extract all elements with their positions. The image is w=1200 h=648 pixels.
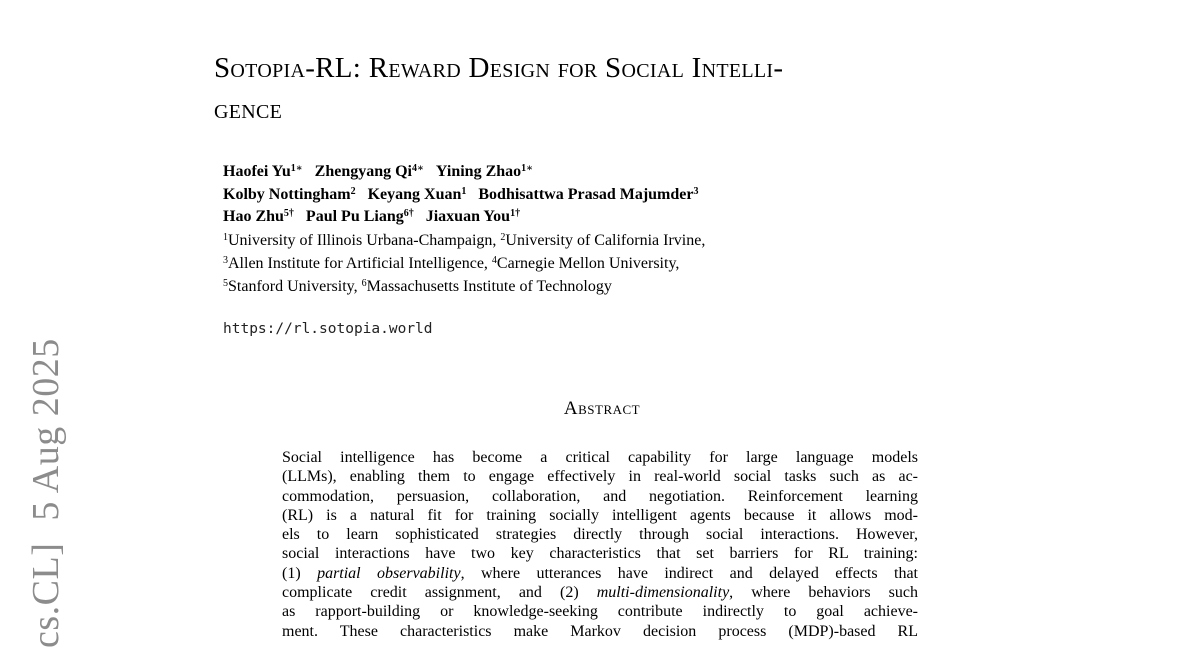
paper-title xyxy=(214,48,1014,130)
affiliation-marker: 2 xyxy=(500,231,506,243)
affiliation-marker: 6 xyxy=(361,277,367,289)
author-line xyxy=(223,161,983,184)
affiliation-line xyxy=(223,229,983,252)
author-affiliation-marker: 1∗ xyxy=(290,163,303,174)
affiliation-marker: 5 xyxy=(223,277,228,289)
abstract-text: , where utterances have indirect and delayed effects that xyxy=(460,564,918,582)
affiliation-marker: 4 xyxy=(491,254,497,266)
abstract-text: Social intelligence has become a critical capability for large language models xyxy=(282,449,918,466)
abstract-text: as rapport-building or knowledge-seeking contribute indirectly to goal achieve- xyxy=(282,603,918,621)
author-affiliation-marker: 2 xyxy=(350,185,356,197)
abstract-line xyxy=(282,622,918,641)
author-name-text: Zhengyang Qi xyxy=(314,163,412,180)
author-name-text: Haofei Yu xyxy=(223,163,291,180)
arxiv-category: cs.CL] xyxy=(25,542,67,648)
affiliation-marker: 3 xyxy=(223,254,228,266)
abstract-line xyxy=(282,487,918,506)
author-name xyxy=(436,163,533,180)
abstract-text: (1) xyxy=(282,564,318,582)
affiliation-name: Massachusetts Institute of Technology xyxy=(366,277,612,295)
author-affiliation-marker: 5† xyxy=(283,208,294,219)
author-affiliation-marker: 1∗ xyxy=(521,163,534,174)
author-name xyxy=(368,186,467,203)
abstract-line xyxy=(282,525,918,544)
author-name xyxy=(478,186,698,203)
abstract-text: commodation, persuasion, collaboration, and negotiation. Reinforcement learning xyxy=(282,487,918,505)
project-url[interactable]: https://rl.sotopia.world xyxy=(223,321,433,337)
abstract-line xyxy=(282,564,918,583)
affiliation-list xyxy=(223,229,983,298)
abstract-line xyxy=(282,448,918,467)
abstract-text: , where behaviors such xyxy=(729,584,918,602)
abstract-emphasis: multi-dimensionality xyxy=(596,584,730,602)
author-name xyxy=(223,163,303,180)
author-affiliation-marker: 6† xyxy=(403,208,414,219)
abstract-text: ment. These characteristics make Markov decision process (MDP)-based RL xyxy=(282,622,918,640)
affiliation-line xyxy=(223,275,983,298)
author-name-text: Paul Pu Liang xyxy=(305,208,404,225)
arxiv-stamp xyxy=(24,308,68,648)
author-name-text: Kolby Nottingham xyxy=(223,185,351,203)
author-name-text: Keyang Xuan xyxy=(367,185,462,203)
abstract-emphasis: partial observability xyxy=(317,564,461,582)
author-line xyxy=(223,184,983,207)
abstract-line xyxy=(282,467,918,486)
author-affiliation-marker: 4∗ xyxy=(412,163,424,174)
author-list xyxy=(223,161,983,229)
affiliation-name: University of Illinois Urbana-Champaign, xyxy=(228,231,501,249)
author-name xyxy=(223,208,294,225)
abstract-line xyxy=(282,602,918,621)
affiliation-name: Allen Institute for Artificial Intelligence, xyxy=(228,254,492,272)
author-name-text: Hao Zhu xyxy=(223,208,284,225)
abstract-heading: Abstract xyxy=(563,398,641,419)
affiliation-name: Carnegie Mellon University, xyxy=(496,254,680,272)
abstract-body xyxy=(282,448,918,641)
author-block xyxy=(223,161,983,298)
author-name xyxy=(223,186,356,203)
author-affiliation-marker: 1† xyxy=(510,208,521,219)
author-name xyxy=(315,163,424,180)
affiliation-name: Stanford University, xyxy=(228,277,362,295)
abstract-text: els to learn sophisticated strategies directly through social interactions. However, xyxy=(282,526,918,544)
author-affiliation-marker: 1 xyxy=(461,185,467,197)
affiliation-name: University of California Irvine, xyxy=(505,231,706,249)
paper-title-line: Sotopia-RL: Reward Design for Social Intelli- xyxy=(214,52,784,84)
paper-title-line: gence xyxy=(214,93,283,125)
author-line xyxy=(223,206,983,229)
author-name-text: Jiaxuan You xyxy=(425,208,511,225)
arxiv-date: 5 Aug 2025 xyxy=(25,338,67,521)
affiliation-line xyxy=(223,252,983,275)
abstract-text: (RL) is a natural fit for training socially intelligent agents because it allows mod- xyxy=(282,506,918,524)
abstract-text: (LLMs), enabling them to engage effectively in real-world social tasks such as ac- xyxy=(282,468,918,486)
author-affiliation-marker: 3 xyxy=(693,185,699,197)
author-name-text: Yining Zhao xyxy=(435,163,522,180)
abstract-line xyxy=(282,544,918,563)
abstract-text: complicate credit assignment, and (2) xyxy=(282,584,597,602)
abstract-text: social interactions have two key characteristics that set barriers for RL training: xyxy=(282,545,918,563)
author-name-text: Bodhisattwa Prasad Majumder xyxy=(478,185,694,203)
affiliation-marker: 1 xyxy=(223,231,228,243)
abstract-line xyxy=(282,583,918,602)
author-name xyxy=(306,208,414,225)
abstract-line xyxy=(282,506,918,525)
author-name xyxy=(426,208,520,225)
